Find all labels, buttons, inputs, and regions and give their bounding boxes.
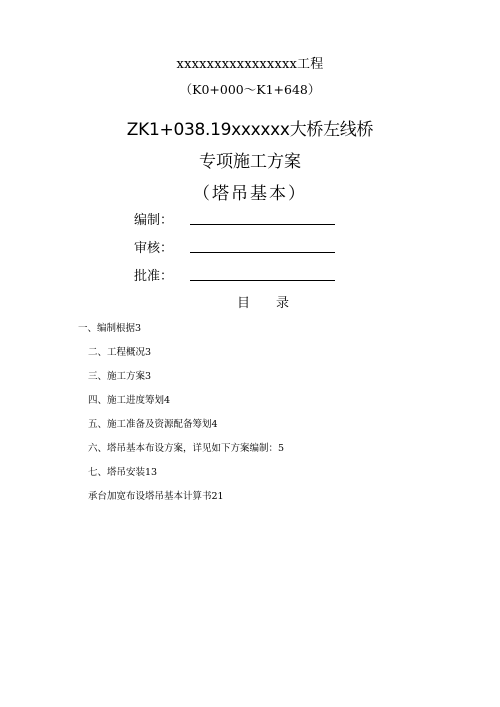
plan-title: 专项施工方案: [199, 152, 301, 172]
approve-signature-line: [190, 280, 335, 281]
toc-item[interactable]: 七、塔吊安装13: [88, 467, 158, 478]
chainage-range: （K0+000～K1+648）: [179, 82, 321, 97]
toc-title: 目录: [236, 296, 315, 311]
plan-subtitle: （塔吊基本）: [193, 184, 307, 204]
approve-label: 批准：: [134, 269, 174, 284]
review-label: 审核：: [134, 241, 174, 256]
toc-item[interactable]: 四、施工进度筹划4: [88, 395, 171, 406]
review-signature-line: [190, 252, 335, 253]
toc-item[interactable]: 五、施工准备及资源配备筹划4: [88, 419, 218, 430]
toc-item[interactable]: 承台加宽布设塔吊基本计算书21: [88, 491, 224, 502]
compile-signature-line: [190, 224, 335, 225]
compile-label: 编制：: [134, 213, 174, 228]
toc-item[interactable]: 一、编制根据3: [78, 323, 142, 334]
bridge-title: ZK1+038.19xxxxxx大桥左线桥: [126, 120, 374, 140]
toc-item[interactable]: 六、塔吊基本布设方案，详见如下方案编制：5: [88, 443, 285, 454]
toc-item[interactable]: 二、工程概况3: [88, 347, 152, 358]
project-name: xxxxxxxxxxxxxxxx工程: [176, 57, 324, 72]
toc-item[interactable]: 三、施工方案3: [88, 371, 152, 382]
